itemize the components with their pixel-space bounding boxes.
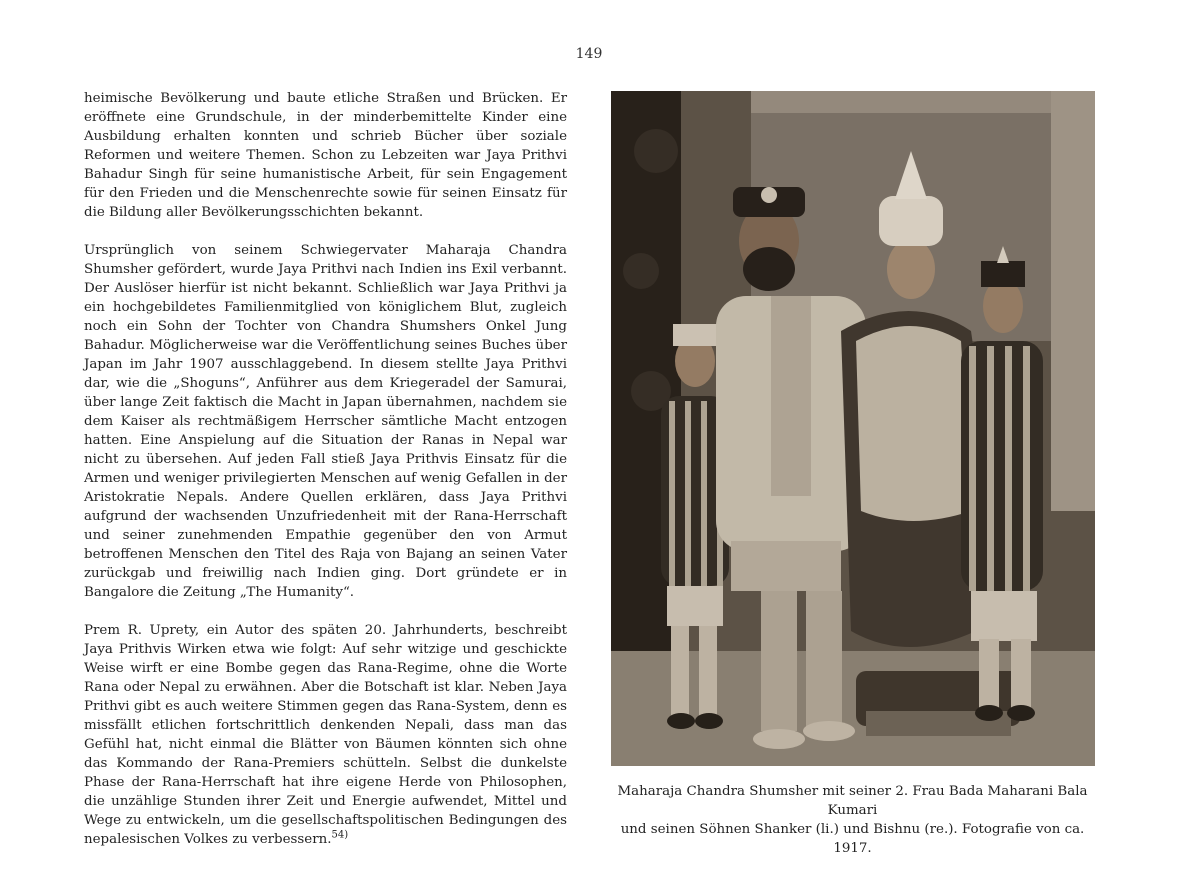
caption-line-1: Maharaja Chandra Shumsher mit seiner 2. Frau Bada Maharani Bala Kumari [617, 784, 1088, 818]
family-photograph [611, 91, 1095, 766]
paragraph-1: heimische Bevölkerung und baute etliche Straßen und Brücken. Er eröffnete eine Grundschule, in der minderbemittelte Kinder eine Ausbildung erhalten konnten und schrieb Bücher über soziale Reformen und weitere Themen. Schon zu Lebzeiten war Jaya Prithvi Bahadur Singh für seine humanistische Arbeit, für sein Engagement für den Frieden und die Menschenrechte sowie für seinen Einsatz für die Bildung aller Bevölkerungsschichten bekannt. [84, 91, 567, 220]
footnote-marker: 54) [331, 829, 349, 841]
paragraph-2: Ursprünglich von seinem Schwiegervater Maharaja Chandra Shumsher gefördert, wurde Jaya Prithvi nach Indien ins Exil verbannt. Der Auslöser hierfür ist nicht bekannt. Schließlich war Jaya Prithvi ja ein hochgebildetes Familienmitglied von königlichem Blut, zugleich noch ein Sohn der Tochter von Chandra Shumshers Onkel Jung Bahadur. Möglicherweise war die Veröffentlichung seines Buches über Japan im Jahr 1907 ausschlaggebend. In diesem stellte Jaya Prithvi dar, wie die „Shoguns“, Anführer aus dem Kriegeradel der Samurai, über lange Zeit faktisch die Macht in Japan übernahmen, nachdem sie dem Kaiser als rechtmäßigem Herrscher sämtliche Macht entzogen hatten. Eine Anspielung auf die Situation der Ranas in Nepal war nicht zu übersehen. Auf jeden Fall stieß Jaya Prithvis Einsatz für die Armen und weniger privilegierten Menschen auf wenig Gefallen in der Aristokratie Nepals. Andere Quellen erklären, dass Jaya Prithvi aufgrund der wachsenden Unzufriedenheit mit der Rana-Herrschaft und seiner zunehmenden Empathie gegenüber den von Armut betroffenen Menschen den Titel des Raja von Bajang an seinen Vater zurückgab und freiwillig nach Indien ging. Dort gründete er in Bangalore die Zeitung „The Humanity“. [84, 243, 567, 600]
page-number: 149 [575, 46, 603, 62]
photo-caption [600, 782, 1105, 858]
caption-line-2: und seinen Söhnen Shanker (li.) und Bishnu (re.). Fotografie von ca. 1917. [620, 822, 1085, 856]
photo-illustration [611, 91, 1095, 766]
body-text [84, 89, 567, 868]
paragraph-3 [84, 621, 567, 849]
paragraph-3-text: Prem R. Uprety, ein Autor des späten 20. Jahrhunderts, beschreibt Jaya Prithvis Wirken etwa wie folgt: Auf sehr witzige und geschickte Weise wirft er eine Bombe gegen das Rana-Regime, ohne die Worte Rana oder Nepal zu erwähnen. Aber die Botschaft ist klar. Neben Jaya Prithvi gibt es auch weitere Stimmen gegen das Rana-System, denn es missfällt etlichen fortschrittlich denkenden Nepali, dass man das Gefühl hat, nicht einmal die Blätter von Bäumen könnten sich ohne das Kommando der Rana-Premiers schütteln. Selbst die dunkelste Phase der Rana-Herrschaft hat ihre eigene Herde von Philosophen, die unzählige Stunden ihrer Zeit und Energie aufwendet, Mittel und Wege zu entwickeln, um die gesellschaftspolitischen Bedingungen des nepalesischen Volkes zu verbessern. [84, 623, 567, 847]
